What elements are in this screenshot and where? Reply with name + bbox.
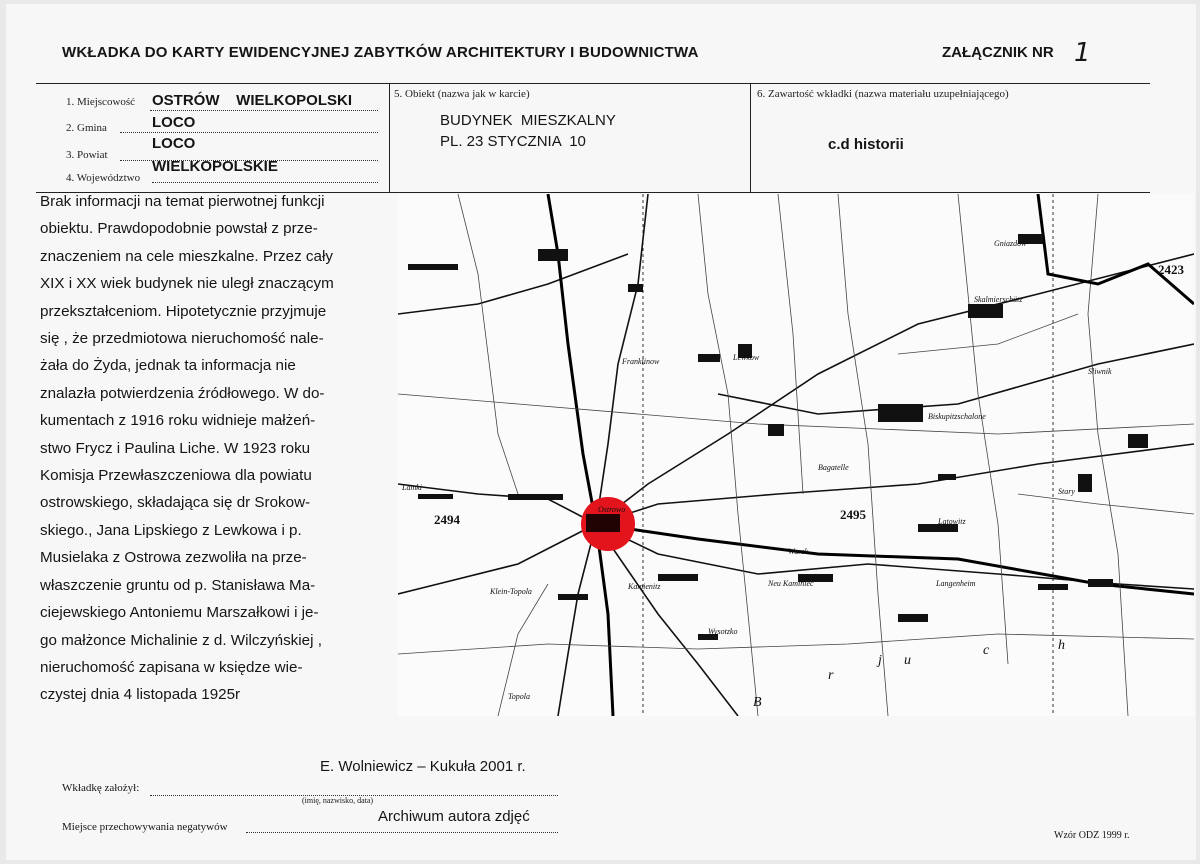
negatywy-label: Miejsce przechowywania negatywów [62, 821, 228, 833]
history-line: się , że przedmiotowa nieruchomość nale- [40, 330, 324, 348]
author-signature: E. Wolniewicz – Kukuła 2001 r. [320, 758, 526, 775]
wojewodztwo-label: 4. Województwo [66, 172, 141, 184]
history-line: stwo Frycz i Paulina Liche. W 1923 roku [40, 439, 311, 457]
map-place-label: Sliwnik [1088, 367, 1112, 376]
miejscowosc-label: 1. Miejscowość [66, 96, 136, 108]
history-line: ostrowskiego, składająca się dr Srokow- [40, 494, 311, 512]
map-place-label: Kamienitz [628, 582, 661, 591]
obiekt-label: 5. Obiekt (nazwa jak w karcie) [394, 88, 530, 100]
powiat-label: 3. Powiat [66, 149, 108, 161]
map-place-label: Langenheim [936, 579, 976, 588]
map-place-label: Stary [1058, 487, 1075, 496]
map-place-label: Topola [508, 692, 530, 701]
history-line: żała do Żyda, jednak ta informacja nie [40, 357, 296, 375]
obiekt-line2: PL. 23 STYCZNIA 10 [440, 133, 586, 150]
map-place-label: Latowitz [938, 517, 966, 526]
map-letter: r [828, 668, 834, 683]
miejscowosc-dotline [150, 110, 378, 111]
gmina-dotline [120, 132, 378, 133]
obiekt-line1: BUDYNEK MIESZKALNY [440, 112, 616, 129]
map-place-label: Franklinow [622, 357, 660, 366]
history-line: XIX i XX wiek budynek nie uległ znaczącym [40, 275, 334, 293]
attachment-number: 1 [1074, 38, 1091, 68]
historical-map [398, 194, 1194, 716]
history-line: czystej dnia 4 listopada 1925r [40, 686, 241, 704]
map-place-label: Lewkow [733, 353, 760, 362]
miejscowosc-value: OSTRÓW WIELKOPOLSKI [152, 92, 352, 109]
map-place-label: Biskupitzschalone [928, 412, 986, 421]
history-line: przekształceniom. Hipotetycznie przyjmuje [40, 302, 327, 320]
history-line: obiektu. Prawdopodobnie powstał z prze- [40, 220, 318, 238]
history-line: Musielaka z Ostrowa zezwoliła na prze- [40, 549, 307, 567]
history-line: go małżonce Michalinie z d. Wilczyńskiej , [40, 631, 322, 649]
wojewodztwo-dotline [152, 182, 378, 183]
map-place-label: Lamki [402, 483, 422, 492]
history-text [40, 188, 380, 709]
attachment-label: ZAŁĄCZNIK NR [942, 44, 1054, 61]
powiat-value: LOCO [152, 135, 196, 152]
history-line: nieruchomość zapisana w księdze wie- [40, 658, 303, 676]
map-place-label: Wurek [788, 547, 809, 556]
history-line: Komisja Przewłaszczeniowa dla powiatu [40, 467, 312, 485]
map-letter: B [753, 695, 762, 710]
map-letter: c [983, 643, 990, 658]
negatywy-dotline [246, 832, 558, 833]
zawartosc-label: 6. Zawartość wkładki (nazwa materiału uzupełniającego) [757, 88, 1009, 100]
history-line: właszczenie gruntu od p. Stanisława Ma- [40, 576, 316, 594]
negatywy-value: Archiwum autora zdjęć [378, 808, 530, 825]
document-title: WKŁADKA DO KARTY EWIDENCYJNEJ ZABYTKÓW ARCHITEKTURY I BUDOWNICTWA [62, 44, 699, 61]
zalozyl-hint: (imię, nazwisko, data) [302, 796, 374, 805]
map-place-label: Wysotzko [708, 627, 738, 636]
history-line: znalazła potwierdzenia źródłowego. W do- [40, 384, 325, 402]
history-line: Brak informacji na temat pierwotnej funkcji [40, 193, 325, 210]
zawartosc-value: c.d historii [828, 136, 904, 153]
map-place-label: Gniazdow [994, 239, 1027, 248]
map-letter: u [904, 653, 911, 668]
form-code: Wzór ODZ 1999 r. [1054, 830, 1130, 841]
map-letter: h [1058, 638, 1065, 653]
map-place-label: Klein-Topola [490, 587, 532, 596]
history-line: ciejewskiego Antoniemu Marszałkowi i je- [40, 604, 319, 622]
map-sheet-number: 2494 [434, 512, 460, 527]
field-divider-2 [750, 83, 751, 192]
header-rule [36, 83, 1150, 84]
map-sheet-number: 2423 [1158, 262, 1184, 277]
gmina-label: 2. Gmina [66, 122, 107, 134]
wojewodztwo-value: WIELKOPOLSKIE [152, 158, 278, 175]
map-place-label: Ostrowo [598, 505, 626, 514]
map-place-label: Skalmierschütz [974, 295, 1023, 304]
history-line: skiego., Jana Lipskiego z Lewkowa i p. [40, 521, 302, 539]
zalozyl-label: Wkładkę założył: [62, 782, 140, 794]
map-sheet-number: 2495 [840, 507, 866, 522]
map-letter: j [878, 653, 882, 668]
map-place-label: Bagatelle [818, 463, 849, 472]
gmina-value: LOCO [152, 114, 196, 131]
history-line: znaczeniem na cele mieszkalne. Przez cały [40, 247, 333, 265]
history-line: kumentach z 1916 roku widnieje małżeń- [40, 412, 316, 430]
map-place-label: Neu Kaminiec [768, 579, 814, 588]
field-divider-1 [389, 83, 390, 192]
